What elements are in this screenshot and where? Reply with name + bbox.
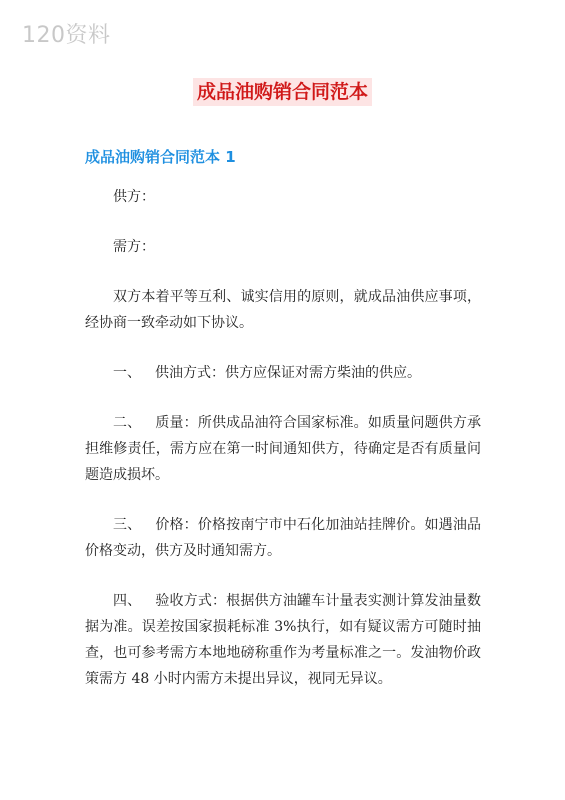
paragraph-text: 双方本着平等互利、诚实信用的原则，就成品油供应事项，经协商一致牵动如下协议。 [85,289,481,331]
document-body [85,184,481,716]
paragraph-text: 供方： [113,189,155,205]
clause-text: 供油方式：供方应保证对需方柴油的供应。 [155,365,421,381]
paragraph-supplier [85,184,481,210]
paragraph-buyer [85,234,481,260]
section-heading: 成品油购销合同范本 1 [85,148,236,166]
watermark: 120资料 [22,23,111,48]
clause-number: 二、 [113,415,142,431]
document-title [0,78,565,106]
clause-number: 三、 [113,517,142,533]
clause-text: 质量：所供成品油符合国家标准。如质量问题供方承担维修责任，需方应在第一时间通知供方，待确定是否有质量问题造成损坏。 [85,415,482,483]
clause-number: 一、 [113,365,141,381]
clause-text: 验收方式：根据供方油罐车计量表实测计算发油量数据为准。误差按国家损耗标准 3%执行，如有疑议需方可随时抽查，也可参考需方本地地磅称重作为考量标准之一。发油物价政策需方 48 小时内需方未提出异议，视同无异议。 [85,593,482,687]
clause-price [85,512,481,564]
clause-acceptance [85,588,481,692]
clause-text: 价格：价格按南宁市中石化加油站挂牌价。如遇油品价格变动，供方及时通知需方。 [85,517,482,559]
paragraph-preamble [85,284,481,336]
clause-number: 四、 [113,593,142,609]
document-title-text: 成品油购销合同范本 [193,78,372,106]
clause-quality [85,410,481,488]
paragraph-text: 需方： [113,239,155,255]
clause-supply-method [85,360,481,386]
